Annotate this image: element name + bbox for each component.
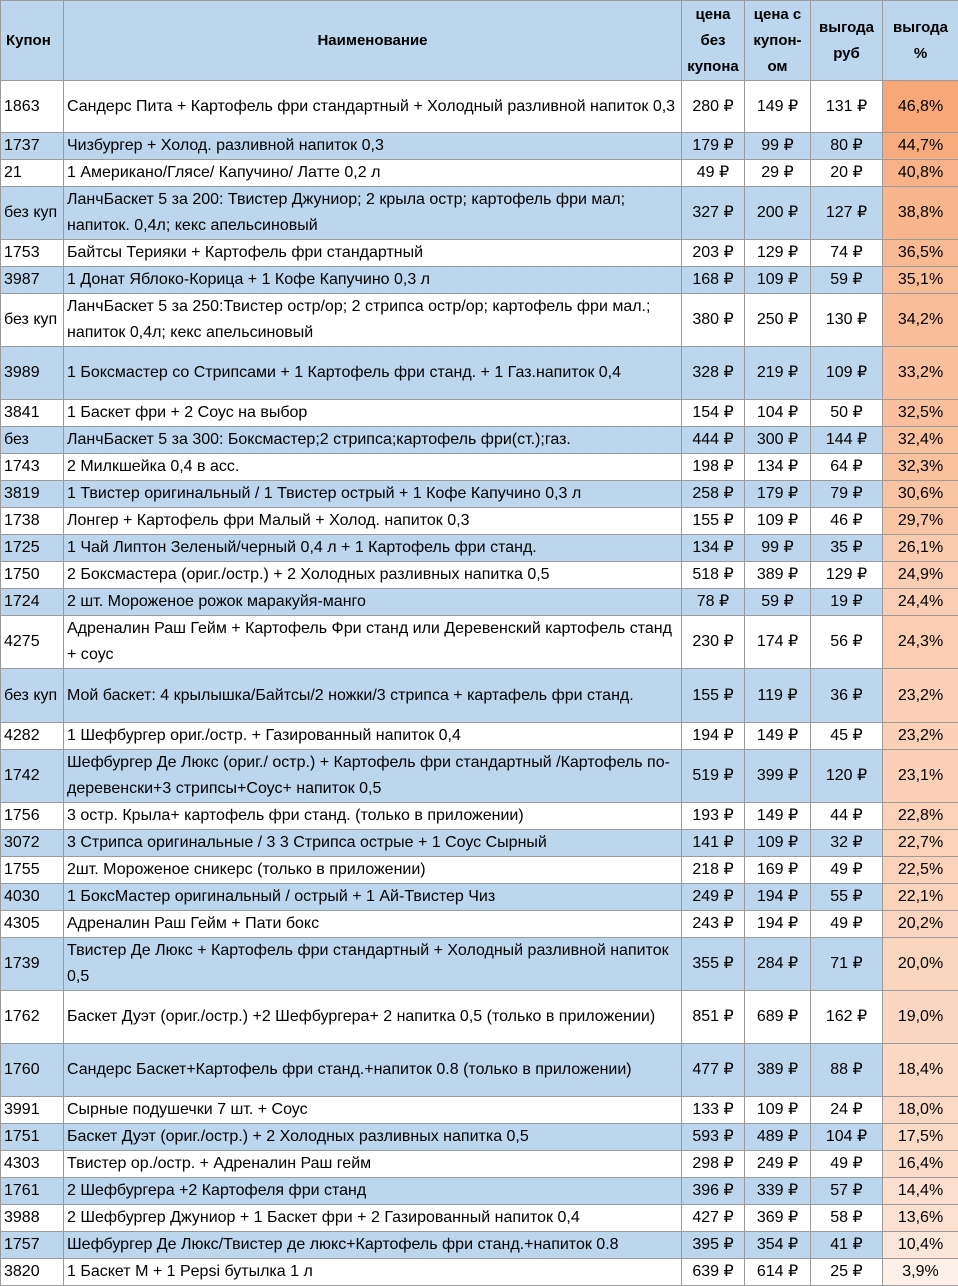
coupon-code-cell: 4282	[1, 723, 64, 750]
coupon-code-cell: 1743	[1, 454, 64, 481]
price-coupon-cell: 109 ₽	[745, 830, 811, 857]
item-name-cell: 2 Шефбургер Джуниор + 1 Баскет фри + 2 Газированный напиток 0,4	[64, 1205, 682, 1232]
table-row	[1, 830, 958, 857]
table-row	[1, 1044, 958, 1097]
savings-pct-cell: 46,8%	[883, 81, 958, 133]
price-no-coupon-cell: 198 ₽	[682, 454, 745, 481]
header-price-no-coupon: цена без купона	[682, 1, 745, 81]
price-coupon-cell: 369 ₽	[745, 1205, 811, 1232]
price-coupon-cell: 179 ₽	[745, 481, 811, 508]
item-name-cell: Байтсы Терияки + Картофель фри стандартный	[64, 240, 682, 267]
item-name-cell: 3 остр. Крыла+ картофель фри станд. (только в приложении)	[64, 803, 682, 830]
table-row	[1, 187, 958, 240]
price-no-coupon-cell: 141 ₽	[682, 830, 745, 857]
table-row	[1, 133, 958, 160]
savings-pct-cell: 32,4%	[883, 427, 958, 454]
price-coupon-cell: 149 ₽	[745, 723, 811, 750]
savings-rub-cell: 57 ₽	[811, 1178, 883, 1205]
price-coupon-cell: 109 ₽	[745, 508, 811, 535]
coupon-code-cell: 3987	[1, 267, 64, 294]
savings-pct-cell: 32,3%	[883, 454, 958, 481]
savings-rub-cell: 49 ₽	[811, 857, 883, 884]
table-row	[1, 562, 958, 589]
savings-rub-cell: 131 ₽	[811, 81, 883, 133]
price-coupon-cell: 99 ₽	[745, 133, 811, 160]
coupon-code-cell: 1753	[1, 240, 64, 267]
savings-pct-cell: 24,4%	[883, 589, 958, 616]
coupon-code-cell: 1742	[1, 750, 64, 803]
savings-pct-cell: 22,7%	[883, 830, 958, 857]
table-row	[1, 81, 958, 133]
coupon-code-cell: 1724	[1, 589, 64, 616]
savings-pct-cell: 24,3%	[883, 616, 958, 669]
table-row	[1, 857, 958, 884]
item-name-cell: Твистер ор./остр. + Адреналин Раш гейм	[64, 1151, 682, 1178]
coupon-code-cell: без куп	[1, 294, 64, 347]
price-no-coupon-cell: 218 ₽	[682, 857, 745, 884]
item-name-cell: Мой баскет: 4 крылышка/Байтсы/2 ножки/3 стрипса + картафель фри станд.	[64, 669, 682, 723]
savings-rub-cell: 19 ₽	[811, 589, 883, 616]
coupon-code-cell: 3988	[1, 1205, 64, 1232]
table-row	[1, 427, 958, 454]
coupon-code-cell: 1761	[1, 1178, 64, 1205]
savings-pct-cell: 40,8%	[883, 160, 958, 187]
item-name-cell: ЛанчБаскет 5 за 250:Твистер остр/ор; 2 стрипса остр/ор; картофель фри мал.; напиток 0,4л; кекс апельсиновый	[64, 294, 682, 347]
item-name-cell: 1 Чай Липтон Зеленый/черный 0,4 л + 1 Картофель фри станд.	[64, 535, 682, 562]
savings-pct-cell: 19,0%	[883, 991, 958, 1044]
coupon-code-cell: 1725	[1, 535, 64, 562]
header-price-coupon: цена с купон-ом	[745, 1, 811, 81]
price-coupon-cell: 109 ₽	[745, 267, 811, 294]
table-row	[1, 1232, 958, 1259]
savings-rub-cell: 104 ₽	[811, 1124, 883, 1151]
price-coupon-cell: 59 ₽	[745, 589, 811, 616]
savings-rub-cell: 120 ₽	[811, 750, 883, 803]
price-coupon-cell: 149 ₽	[745, 81, 811, 133]
table-row	[1, 347, 958, 400]
price-coupon-cell: 104 ₽	[745, 400, 811, 427]
price-coupon-cell: 99 ₽	[745, 535, 811, 562]
savings-pct-cell: 35,1%	[883, 267, 958, 294]
price-no-coupon-cell: 249 ₽	[682, 884, 745, 911]
table-body	[1, 81, 958, 1286]
savings-rub-cell: 129 ₽	[811, 562, 883, 589]
coupon-code-cell: 4305	[1, 911, 64, 938]
price-coupon-cell: 129 ₽	[745, 240, 811, 267]
price-coupon-cell: 489 ₽	[745, 1124, 811, 1151]
price-no-coupon-cell: 519 ₽	[682, 750, 745, 803]
item-name-cell: Лонгер + Картофель фри Малый + Холод. напиток 0,3	[64, 508, 682, 535]
item-name-cell: Адреналин Раш Гейм + Картофель Фри станд или Деревенский картофель станд + соус	[64, 616, 682, 669]
savings-pct-cell: 24,9%	[883, 562, 958, 589]
savings-pct-cell: 30,6%	[883, 481, 958, 508]
header-name: Наименование	[64, 1, 682, 81]
coupon-code-cell: 1757	[1, 1232, 64, 1259]
price-no-coupon-cell: 280 ₽	[682, 81, 745, 133]
savings-rub-cell: 41 ₽	[811, 1232, 883, 1259]
table-row	[1, 669, 958, 723]
item-name-cell: Чизбургер + Холод. разливной напиток 0,3	[64, 133, 682, 160]
savings-rub-cell: 45 ₽	[811, 723, 883, 750]
table-row	[1, 723, 958, 750]
price-no-coupon-cell: 396 ₽	[682, 1178, 745, 1205]
price-no-coupon-cell: 203 ₽	[682, 240, 745, 267]
price-coupon-cell: 134 ₽	[745, 454, 811, 481]
savings-rub-cell: 36 ₽	[811, 669, 883, 723]
savings-rub-cell: 130 ₽	[811, 294, 883, 347]
coupon-code-cell: 1738	[1, 508, 64, 535]
price-no-coupon-cell: 133 ₽	[682, 1097, 745, 1124]
coupon-code-cell: 1755	[1, 857, 64, 884]
coupon-code-cell: 4303	[1, 1151, 64, 1178]
savings-rub-cell: 88 ₽	[811, 1044, 883, 1097]
item-name-cell: 1 Баскет фри + 2 Соус на выбор	[64, 400, 682, 427]
item-name-cell: 1 Американо/Глясе/ Капучино/ Латте 0,2 л	[64, 160, 682, 187]
item-name-cell: 1 Донат Яблоко-Корица + 1 Кофе Капучино 0,3 л	[64, 267, 682, 294]
table-row	[1, 938, 958, 991]
savings-pct-cell: 33,2%	[883, 347, 958, 400]
price-coupon-cell: 200 ₽	[745, 187, 811, 240]
savings-pct-cell: 10,4%	[883, 1232, 958, 1259]
item-name-cell: 2 Шефбургера +2 Картофеля фри станд	[64, 1178, 682, 1205]
item-name-cell: Шефбургер Де Люкс (ориг./ остр.) + Картофель фри стандартный /Картофель по-деревенски+3 стрипсы+Соус+ напиток 0,5	[64, 750, 682, 803]
price-no-coupon-cell: 243 ₽	[682, 911, 745, 938]
price-coupon-cell: 614 ₽	[745, 1259, 811, 1286]
header-row	[1, 1, 958, 81]
price-no-coupon-cell: 355 ₽	[682, 938, 745, 991]
savings-pct-cell: 18,4%	[883, 1044, 958, 1097]
coupon-code-cell: 1762	[1, 991, 64, 1044]
price-no-coupon-cell: 154 ₽	[682, 400, 745, 427]
table-row	[1, 454, 958, 481]
savings-pct-cell: 44,7%	[883, 133, 958, 160]
table-row	[1, 160, 958, 187]
price-no-coupon-cell: 78 ₽	[682, 589, 745, 616]
table-row	[1, 911, 958, 938]
price-coupon-cell: 339 ₽	[745, 1178, 811, 1205]
table-row	[1, 589, 958, 616]
item-name-cell: ЛанчБаскет 5 за 200: Твистер Джуниор; 2 крыла остр; картофель фри мал; напиток. 0,4л; кекс апельсиновый	[64, 187, 682, 240]
price-no-coupon-cell: 49 ₽	[682, 160, 745, 187]
savings-pct-cell: 32,5%	[883, 400, 958, 427]
savings-pct-cell: 20,2%	[883, 911, 958, 938]
coupon-code-cell: 3989	[1, 347, 64, 400]
price-no-coupon-cell: 155 ₽	[682, 669, 745, 723]
header-savings-rub: выгода руб	[811, 1, 883, 81]
price-coupon-cell: 689 ₽	[745, 991, 811, 1044]
savings-pct-cell: 38,8%	[883, 187, 958, 240]
price-no-coupon-cell: 179 ₽	[682, 133, 745, 160]
savings-rub-cell: 46 ₽	[811, 508, 883, 535]
savings-rub-cell: 55 ₽	[811, 884, 883, 911]
item-name-cell: Баскет Дуэт (ориг./остр.) +2 Шефбургера+ 2 напитка 0,5 (только в приложении)	[64, 991, 682, 1044]
coupon-code-cell: без куп	[1, 669, 64, 723]
price-coupon-cell: 300 ₽	[745, 427, 811, 454]
savings-pct-cell: 34,2%	[883, 294, 958, 347]
item-name-cell: 1 БоксМастер оригинальный / острый + 1 Ай-Твистер Чиз	[64, 884, 682, 911]
table-row	[1, 508, 958, 535]
savings-pct-cell: 18,0%	[883, 1097, 958, 1124]
savings-pct-cell: 16,4%	[883, 1151, 958, 1178]
table-row	[1, 267, 958, 294]
price-coupon-cell: 29 ₽	[745, 160, 811, 187]
coupon-code-cell: 3841	[1, 400, 64, 427]
savings-rub-cell: 56 ₽	[811, 616, 883, 669]
savings-pct-cell: 29,7%	[883, 508, 958, 535]
savings-rub-cell: 20 ₽	[811, 160, 883, 187]
table-row	[1, 1124, 958, 1151]
savings-rub-cell: 35 ₽	[811, 535, 883, 562]
savings-pct-cell: 22,8%	[883, 803, 958, 830]
price-no-coupon-cell: 444 ₽	[682, 427, 745, 454]
coupon-code-cell: 21	[1, 160, 64, 187]
item-name-cell: 1 Боксмастер со Стрипсами + 1 Картофель фри станд. + 1 Газ.напиток 0,4	[64, 347, 682, 400]
price-coupon-cell: 389 ₽	[745, 562, 811, 589]
savings-rub-cell: 50 ₽	[811, 400, 883, 427]
table-row	[1, 294, 958, 347]
table-row	[1, 750, 958, 803]
savings-pct-cell: 20,0%	[883, 938, 958, 991]
price-coupon-cell: 194 ₽	[745, 911, 811, 938]
table-row	[1, 1205, 958, 1232]
item-name-cell: 1 Баскет М + 1 Pepsi бутылка 1 л	[64, 1259, 682, 1286]
coupon-code-cell: 1863	[1, 81, 64, 133]
table-row	[1, 240, 958, 267]
item-name-cell: Сандерс Пита + Картофель фри стандартный + Холодный разливной напиток 0,3	[64, 81, 682, 133]
item-name-cell: ЛанчБаскет 5 за 300: Боксмастер;2 стрипса;картофель фри(ст.);газ.	[64, 427, 682, 454]
savings-rub-cell: 71 ₽	[811, 938, 883, 991]
price-no-coupon-cell: 168 ₽	[682, 267, 745, 294]
header-coupon: Купон	[1, 1, 64, 81]
price-no-coupon-cell: 230 ₽	[682, 616, 745, 669]
coupon-code-cell: без	[1, 427, 64, 454]
price-coupon-cell: 399 ₽	[745, 750, 811, 803]
header-savings-pct: выгода %	[883, 1, 958, 81]
item-name-cell: Шефбургер Де Люкс/Твистер де люкс+Картофель фри станд.+напиток 0.8	[64, 1232, 682, 1259]
savings-rub-cell: 58 ₽	[811, 1205, 883, 1232]
savings-rub-cell: 144 ₽	[811, 427, 883, 454]
table-row	[1, 1259, 958, 1286]
savings-pct-cell: 23,1%	[883, 750, 958, 803]
savings-rub-cell: 79 ₽	[811, 481, 883, 508]
item-name-cell: 2 шт. Мороженое рожок маракуйя-манго	[64, 589, 682, 616]
table-row	[1, 535, 958, 562]
table-row	[1, 616, 958, 669]
savings-pct-cell: 14,4%	[883, 1178, 958, 1205]
price-no-coupon-cell: 155 ₽	[682, 508, 745, 535]
item-name-cell: 2 Боксмастера (ориг./остр.) + 2 Холодных разливных напитка 0,5	[64, 562, 682, 589]
price-coupon-cell: 194 ₽	[745, 884, 811, 911]
item-name-cell: Твистер Де Люкс + Картофель фри стандартный + Холодный разливной напиток 0,5	[64, 938, 682, 991]
price-coupon-cell: 149 ₽	[745, 803, 811, 830]
coupon-code-cell: 1750	[1, 562, 64, 589]
price-no-coupon-cell: 328 ₽	[682, 347, 745, 400]
price-coupon-cell: 249 ₽	[745, 1151, 811, 1178]
savings-rub-cell: 25 ₽	[811, 1259, 883, 1286]
item-name-cell: Сырные подушечки 7 шт. + Соус	[64, 1097, 682, 1124]
savings-pct-cell: 22,1%	[883, 884, 958, 911]
price-coupon-cell: 169 ₽	[745, 857, 811, 884]
savings-rub-cell: 32 ₽	[811, 830, 883, 857]
table-row	[1, 1178, 958, 1205]
coupon-code-cell: 1760	[1, 1044, 64, 1097]
price-coupon-cell: 250 ₽	[745, 294, 811, 347]
price-no-coupon-cell: 298 ₽	[682, 1151, 745, 1178]
item-name-cell: Баскет Дуэт (ориг./остр.) + 2 Холодных разливных напитка 0,5	[64, 1124, 682, 1151]
coupon-code-cell: 3072	[1, 830, 64, 857]
table-row	[1, 481, 958, 508]
item-name-cell: 3 Стрипса оригинальные / 3 3 Стрипса острые + 1 Соус Сырный	[64, 830, 682, 857]
price-coupon-cell: 354 ₽	[745, 1232, 811, 1259]
savings-rub-cell: 49 ₽	[811, 911, 883, 938]
table-row	[1, 803, 958, 830]
savings-rub-cell: 24 ₽	[811, 1097, 883, 1124]
price-coupon-cell: 119 ₽	[745, 669, 811, 723]
savings-pct-cell: 23,2%	[883, 669, 958, 723]
coupon-code-cell: 1751	[1, 1124, 64, 1151]
price-no-coupon-cell: 193 ₽	[682, 803, 745, 830]
savings-pct-cell: 26,1%	[883, 535, 958, 562]
savings-rub-cell: 74 ₽	[811, 240, 883, 267]
item-name-cell: 2шт. Мороженое сникерс (только в приложении)	[64, 857, 682, 884]
coupon-code-cell: 1756	[1, 803, 64, 830]
savings-rub-cell: 80 ₽	[811, 133, 883, 160]
savings-pct-cell: 23,2%	[883, 723, 958, 750]
item-name-cell: 2 Милкшейка 0,4 в асс.	[64, 454, 682, 481]
table-row	[1, 400, 958, 427]
price-coupon-cell: 109 ₽	[745, 1097, 811, 1124]
price-no-coupon-cell: 639 ₽	[682, 1259, 745, 1286]
savings-pct-cell: 13,6%	[883, 1205, 958, 1232]
savings-rub-cell: 64 ₽	[811, 454, 883, 481]
price-coupon-cell: 174 ₽	[745, 616, 811, 669]
price-no-coupon-cell: 380 ₽	[682, 294, 745, 347]
price-no-coupon-cell: 258 ₽	[682, 481, 745, 508]
savings-pct-cell: 17,5%	[883, 1124, 958, 1151]
savings-rub-cell: 59 ₽	[811, 267, 883, 294]
savings-rub-cell: 109 ₽	[811, 347, 883, 400]
price-no-coupon-cell: 327 ₽	[682, 187, 745, 240]
item-name-cell: 1 Шефбургер ориг./остр. + Газированный напиток 0,4	[64, 723, 682, 750]
savings-rub-cell: 49 ₽	[811, 1151, 883, 1178]
price-no-coupon-cell: 395 ₽	[682, 1232, 745, 1259]
price-no-coupon-cell: 851 ₽	[682, 991, 745, 1044]
price-no-coupon-cell: 194 ₽	[682, 723, 745, 750]
price-no-coupon-cell: 477 ₽	[682, 1044, 745, 1097]
price-no-coupon-cell: 593 ₽	[682, 1124, 745, 1151]
savings-pct-cell: 36,5%	[883, 240, 958, 267]
item-name-cell: 1 Твистер оригинальный / 1 Твистер острый + 1 Кофе Капучино 0,3 л	[64, 481, 682, 508]
table-row	[1, 991, 958, 1044]
savings-rub-cell: 162 ₽	[811, 991, 883, 1044]
price-no-coupon-cell: 518 ₽	[682, 562, 745, 589]
coupon-code-cell: 4275	[1, 616, 64, 669]
table-row	[1, 1151, 958, 1178]
price-no-coupon-cell: 134 ₽	[682, 535, 745, 562]
coupon-code-cell: 3991	[1, 1097, 64, 1124]
table-row	[1, 1097, 958, 1124]
savings-rub-cell: 127 ₽	[811, 187, 883, 240]
price-coupon-cell: 219 ₽	[745, 347, 811, 400]
table-row	[1, 884, 958, 911]
coupon-code-cell: 3820	[1, 1259, 64, 1286]
savings-pct-cell: 3,9%	[883, 1259, 958, 1286]
savings-rub-cell: 44 ₽	[811, 803, 883, 830]
savings-pct-cell: 22,5%	[883, 857, 958, 884]
item-name-cell: Адреналин Раш Гейм + Пати бокс	[64, 911, 682, 938]
price-no-coupon-cell: 427 ₽	[682, 1205, 745, 1232]
coupon-code-cell: 4030	[1, 884, 64, 911]
price-coupon-cell: 389 ₽	[745, 1044, 811, 1097]
coupon-code-cell: без куп	[1, 187, 64, 240]
coupon-code-cell: 3819	[1, 481, 64, 508]
coupon-code-cell: 1737	[1, 133, 64, 160]
coupon-code-cell: 1739	[1, 938, 64, 991]
item-name-cell: Сандерс Баскет+Картофель фри станд.+напиток 0.8 (только в приложении)	[64, 1044, 682, 1097]
price-coupon-cell: 284 ₽	[745, 938, 811, 991]
